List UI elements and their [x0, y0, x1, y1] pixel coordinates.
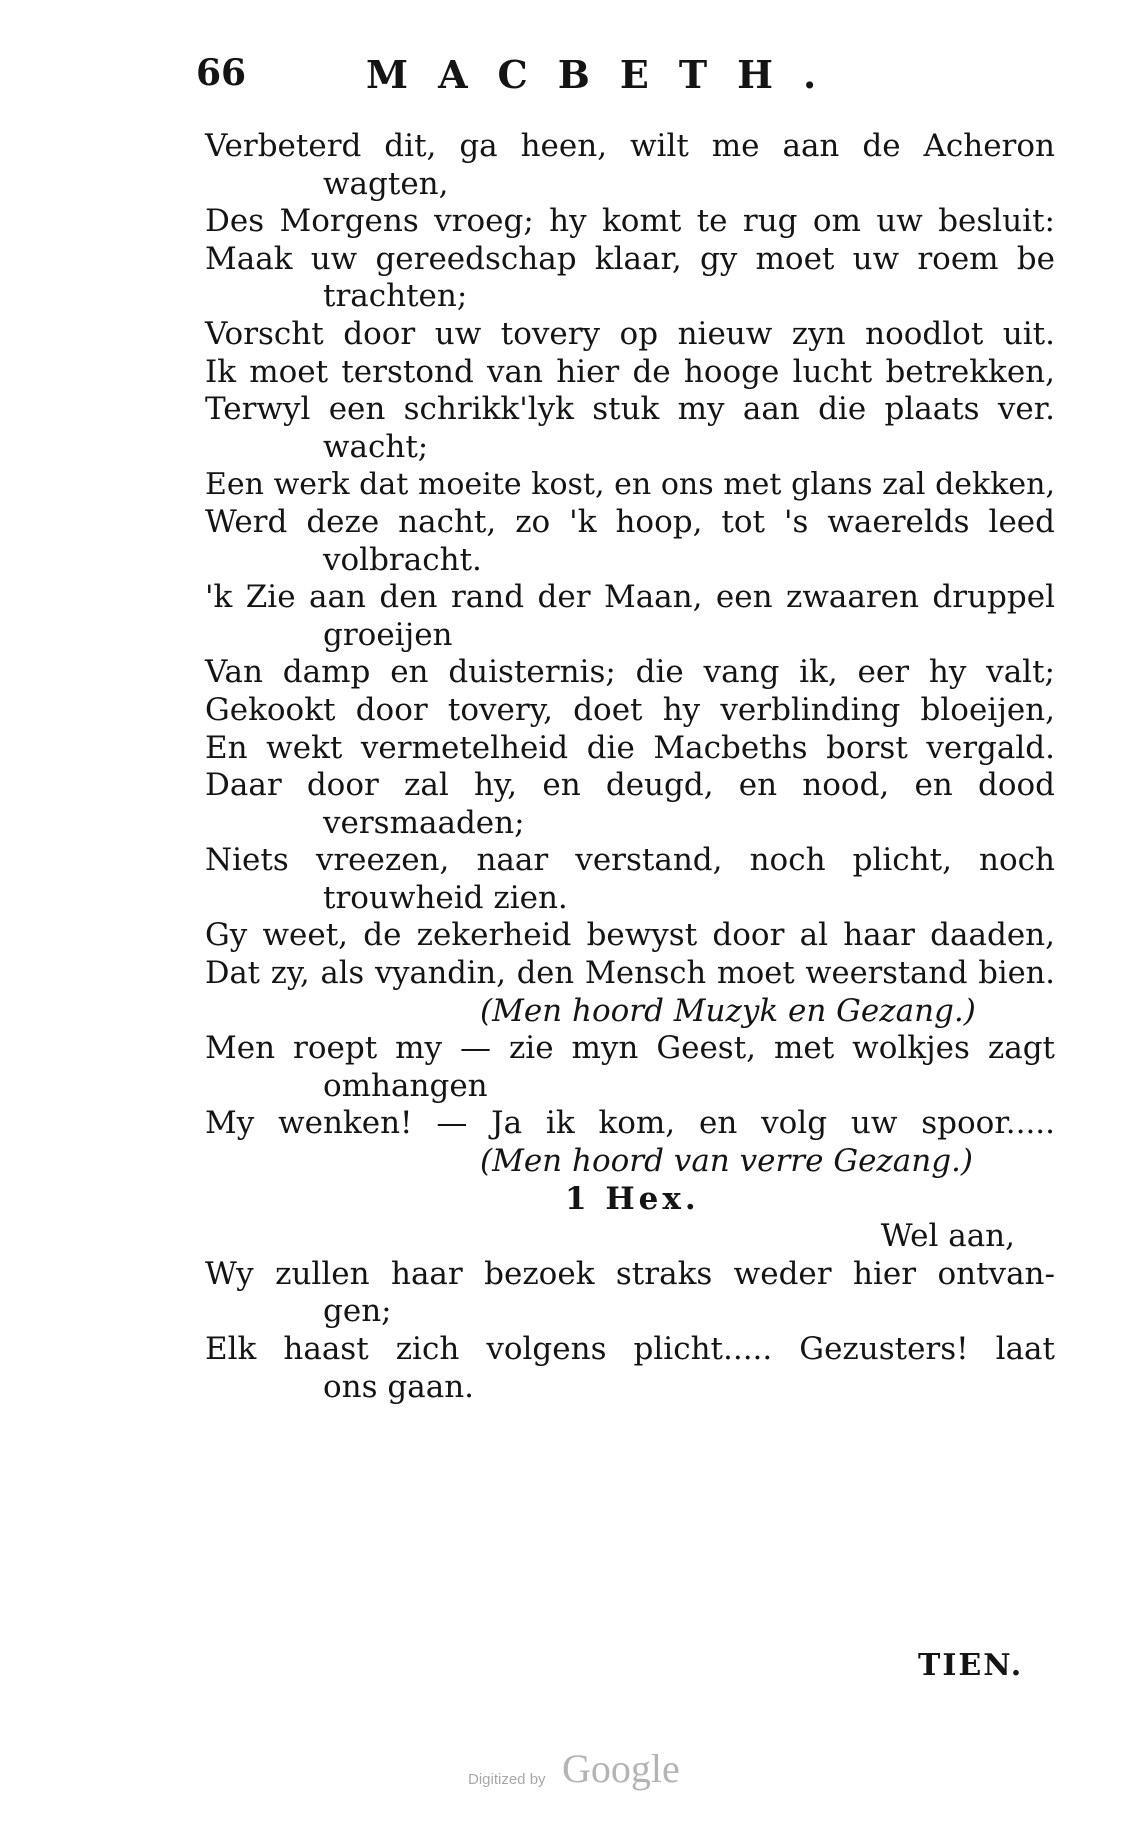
verse-line: Dat zy, als vyandin, den Mensch moet weerstand bien. — [205, 956, 1055, 992]
verse-line: omhangen — [323, 1067, 488, 1104]
verse-line: Wy zullen haar bezoek straks weder hier ontvan- — [205, 1255, 1055, 1292]
verse-line: trachten; — [323, 278, 468, 315]
verse-line: Des Morgens vroeg; hy komt te rug om uw besluit: — [205, 203, 1055, 240]
page-header — [196, 52, 1056, 102]
verse-line: Werd deze nacht, zo 'k hoop, tot 's waerelds leed — [205, 503, 1055, 540]
verse-line: Niets vreezen, naar verstand, noch plicht, noch — [205, 842, 1055, 879]
verse-line: trouwheid zien. — [323, 879, 568, 916]
verse-line: Een werk dat moeite kost, en ons met glans zal dekken, — [205, 467, 1055, 503]
google-logo: Google — [562, 1746, 680, 1791]
verse-line: Maak uw gereedschap klaar, gy moet uw roem be — [205, 240, 1055, 277]
verse-line: Elk haast zich volgens plicht..... Gezusters! laat — [205, 1331, 1055, 1367]
verse-line: Gy weet, de zekerheid bewyst door al haar daaden, — [205, 917, 1055, 954]
verse-line: ons gaan. — [323, 1368, 475, 1405]
verse-line: gen; — [323, 1293, 392, 1330]
verse-line: Ik moet terstond van hier de hooge lucht betrekken, — [205, 353, 1055, 390]
verse-line: Vorscht door uw tovery op nieuw zyn noodlot uit. — [205, 315, 1055, 352]
watermark-prefix: Digitized by — [468, 1771, 546, 1788]
verse-line: groeijen — [323, 616, 453, 653]
verse-line: wacht; — [323, 428, 429, 465]
verse-line: Verbeterd dit, ga heen, wilt me aan de Acheron — [205, 128, 1055, 164]
verse-line: Van damp en duisternis; die vang ik, eer hy valt; — [205, 654, 1055, 691]
verse-line: versmaaden; — [323, 804, 525, 841]
verse-line: volbracht. — [323, 541, 482, 578]
running-title: MACBETH. — [366, 52, 847, 97]
catchword: TIEN. — [918, 1648, 1024, 1683]
verse-line: Terwyl een schrikk'lyk stuk my aan die plaats ver. — [205, 391, 1055, 428]
verse-line: Daar door zal hy, en deugd, en nood, en dood — [205, 767, 1055, 804]
verse-line: Wel aan, — [880, 1218, 1015, 1255]
stage-direction: (Men hoord Muzyk en Gezang.) — [480, 992, 976, 1029]
verse-line: Men roept my — zie myn Geest, met wolkjes zagt — [205, 1030, 1055, 1067]
speaker-name: 1 Hex. — [565, 1180, 700, 1217]
verse-line: wagten, — [323, 165, 449, 202]
verse-line: En wekt vermetelheid die Macbeths borst vergald. — [205, 729, 1055, 766]
digitized-watermark — [468, 1745, 708, 1795]
stage-direction: (Men hoord van verre Gezang.) — [480, 1143, 974, 1180]
verse-text — [205, 128, 1055, 1406]
verse-line: My wenken! — Ja ik kom, en volg uw spoor..... — [205, 1105, 1055, 1142]
verse-line: Gekookt door tovery, doet hy verblinding bloeijen, — [205, 691, 1055, 728]
verse-line: 'k Zie aan den rand der Maan, een zwaaren druppel — [205, 579, 1055, 616]
page-number: 66 — [196, 52, 247, 94]
